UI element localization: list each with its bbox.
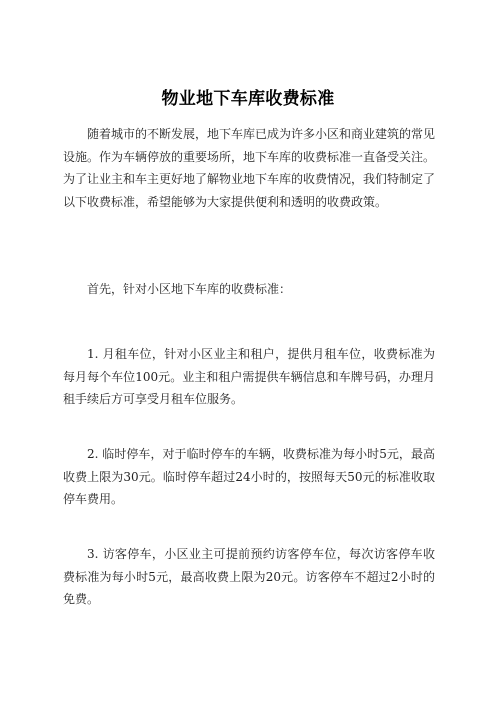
intro-paragraph: 随着城市的不断发展，地下车库已成为许多小区和商业建筑的常见设施。作为车辆停放的重要场所，地下车库的收费标准一直备受关注。为了让业主和车主更好地了解物业地下车库的收费情况，我们特制定了以下收费标准，希望能够为大家提供便利和透明的收费政策。 (63, 127, 436, 209)
monthly-parking-paragraph: 1. 月租车位，针对小区业主和租户，提供月租车位，收费标准为每月每个车位100元。业主和租户需提供车辆信息和车牌号码，办理月租手续后方可享受月租车位服务。 (63, 347, 435, 406)
visitor-parking-paragraph: 3. 访客停车，小区业主可提前预约访客停车位，每次访客停车收费标准为每小时5元，最高收费上限为20元。访客停车不超过2小时的免费。 (63, 547, 435, 606)
temporary-parking-paragraph: 2. 临时停车，对于临时停车的车辆，收费标准为每小时5元，最高收费上限为30元。临时停车超过24小时的，按照每天50元的标准收取停车费用。 (63, 447, 435, 506)
document-title: 物业地下车库收费标准 (161, 89, 335, 109)
section-lead-paragraph: 首先，针对小区地下车库的收费标准： (87, 282, 292, 296)
